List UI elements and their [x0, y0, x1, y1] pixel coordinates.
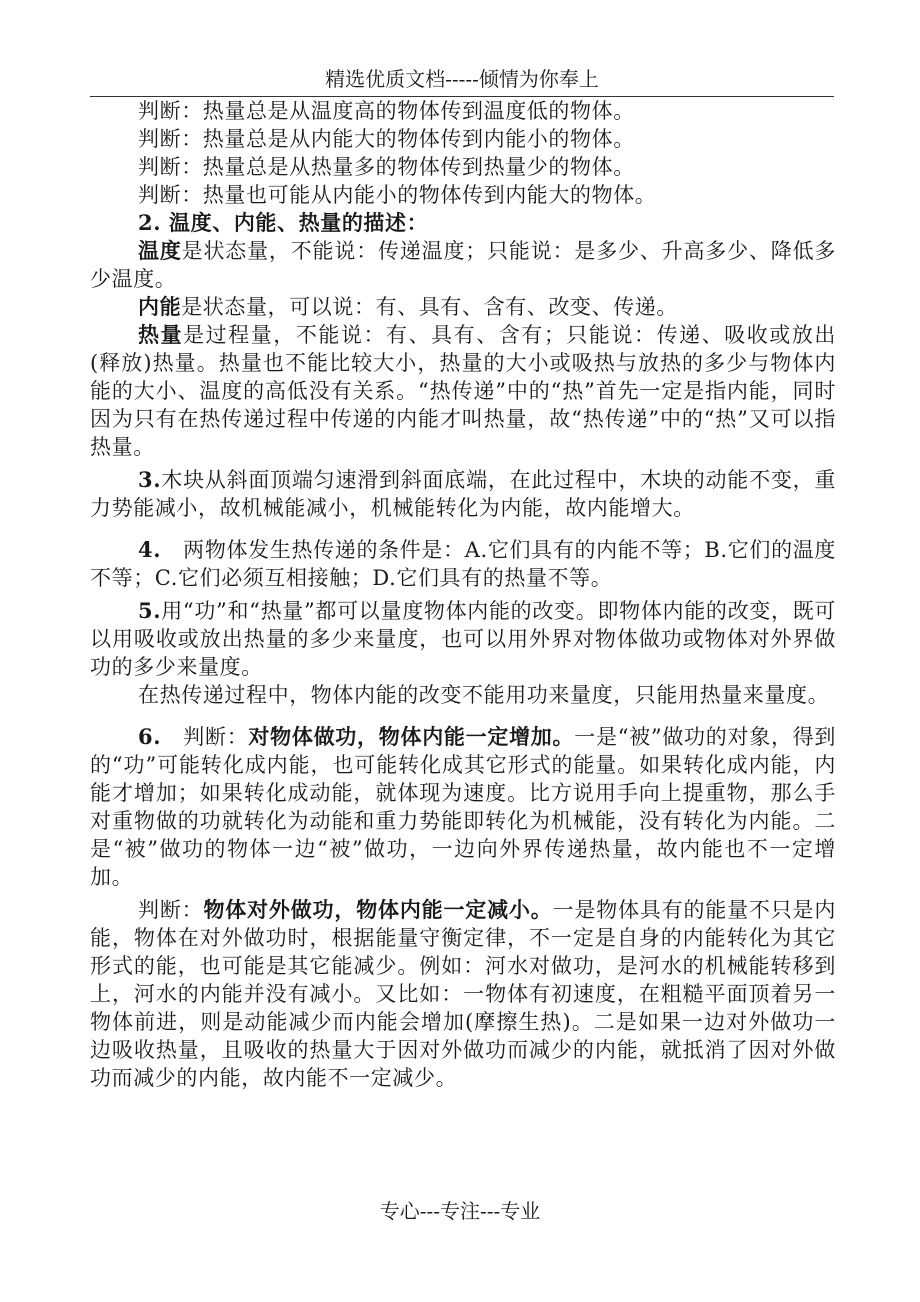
section-5-paragraph — [90, 597, 836, 681]
section-6-text: 一是“被”做功的对象，得到的“功”可能转化成内能，也可能转化成其它形式的能量。如果转化成内能，内能才增加；如果转化成动能，就体现为速度。比方说用手向上提重物，那么手对重物做的功就转化为动能和重力势能即转化为机械能，没有转化为内能。二是“被”做功的物体一边“被”做功，一边向外界传递热量，故内能也不一定增加。 — [90, 725, 836, 889]
internal-energy-text: 是状态量，可以说：有、具有、含有、改变、传递。 — [181, 295, 679, 319]
internal-energy-term: 内能 — [138, 294, 182, 319]
section-5-number: 5. — [138, 598, 162, 623]
page-footer — [0, 1198, 920, 1224]
footer-text: 专心---专注---专业 — [379, 1199, 541, 1223]
section-4-paragraph — [90, 536, 836, 592]
section-6-label-2: 判断： — [138, 898, 204, 922]
section-6-paragraph — [90, 723, 836, 891]
section-6-bold-statement: 对物体做功，物体内能一定增加。 — [248, 724, 575, 749]
temperature-text: 是状态量，不能说：传递温度；只能说：是多少、升高多少、降低多少温度。 — [90, 239, 836, 291]
section-3-text: 木块从斜面顶端匀速滑到斜面底端，在此过程中，木块的动能不变，重力势能减小，故机械能减小，机械能转化为内能，故内能增大。 — [90, 468, 836, 520]
section-3-paragraph — [90, 466, 836, 522]
temperature-paragraph — [90, 237, 836, 293]
document-body — [90, 97, 836, 1092]
section-3-number: 3. — [138, 467, 162, 492]
judgment-line-4: 判断：热量也可能从内能小的物体传到内能大的物体。 — [138, 183, 657, 207]
section-6-text-2: 一是物体具有的能量不只是内能，物体在对外做功时，根据能量守衡定律，不一定是自身的内能转化为其它形式的能，也可能是其它能减少。例如：河水对做功，是河水的机械能转移到上，河水的内能并没有减小。又比如：一物体有初速度，在粗糙平面顶着另一物体前进，则是动能减少而内能会增加(摩擦生热)。二是如果一边对外做功一边吸收热量，且吸收的热量大于因对外做功而减少的内能，就抵消了因对外做功而减少的内能，故内能不一定减少。 — [90, 898, 836, 1090]
judgment-line-2: 判断：热量总是从内能大的物体传到内能小的物体。 — [138, 127, 635, 151]
section-6-bold-statement-2: 物体对外做功，物体内能一定减小。 — [203, 897, 553, 922]
judgment-line-1: 判断：热量总是从温度高的物体传到温度低的物体。 — [138, 99, 635, 123]
section-2-heading-text: 2. 温度、内能、热量的描述： — [138, 210, 429, 235]
section-4-number: 4. — [138, 537, 162, 562]
temperature-term: 温度 — [138, 238, 182, 263]
section-5-paragraph-2: 在热传递过程中，物体内能的改变不能用功来量度，只能用热量来量度。 — [138, 683, 830, 707]
judgment-line-3: 判断：热量总是从热量多的物体传到热量少的物体。 — [138, 155, 635, 179]
section-6-number: 6. — [138, 724, 162, 749]
heat-paragraph — [90, 321, 836, 461]
page-header — [90, 66, 834, 97]
section-2-heading — [90, 209, 836, 237]
section-4-text: 两物体发生热传递的条件是：A.它们具有的内能不等；B.它们的温度不等；C.它们必须互相接触；D.它们具有的热量不等。 — [90, 538, 836, 590]
section-6-paragraph-2 — [90, 896, 836, 1092]
section-6-label: 判断： — [183, 725, 249, 749]
internal-energy-paragraph — [90, 293, 836, 321]
header-title: 精选优质文档-----倾情为你奉上 — [325, 67, 599, 91]
section-5-text: 用“功”和“热量”都可以量度物体内能的改变。即物体内能的改变，既可以用吸收或放出热量的多少来量度，也可以用外界对物体做功或物体对外界做功的多少来量度。 — [90, 599, 836, 679]
heat-term: 热量 — [138, 322, 184, 347]
heat-text: 是过程量，不能说：有、具有、含有；只能说：传递、吸收或放出(释放)热量。热量也不能比较大小，热量的大小或吸热与放热的多少与物体内能的大小、温度的高低没有关系。“热传递”中的“热”首先一定是指内能，同时因为只有在热传递过程中传递的内能才叫热量，故“热传递”中的“热”又可以指热量。 — [90, 323, 836, 459]
